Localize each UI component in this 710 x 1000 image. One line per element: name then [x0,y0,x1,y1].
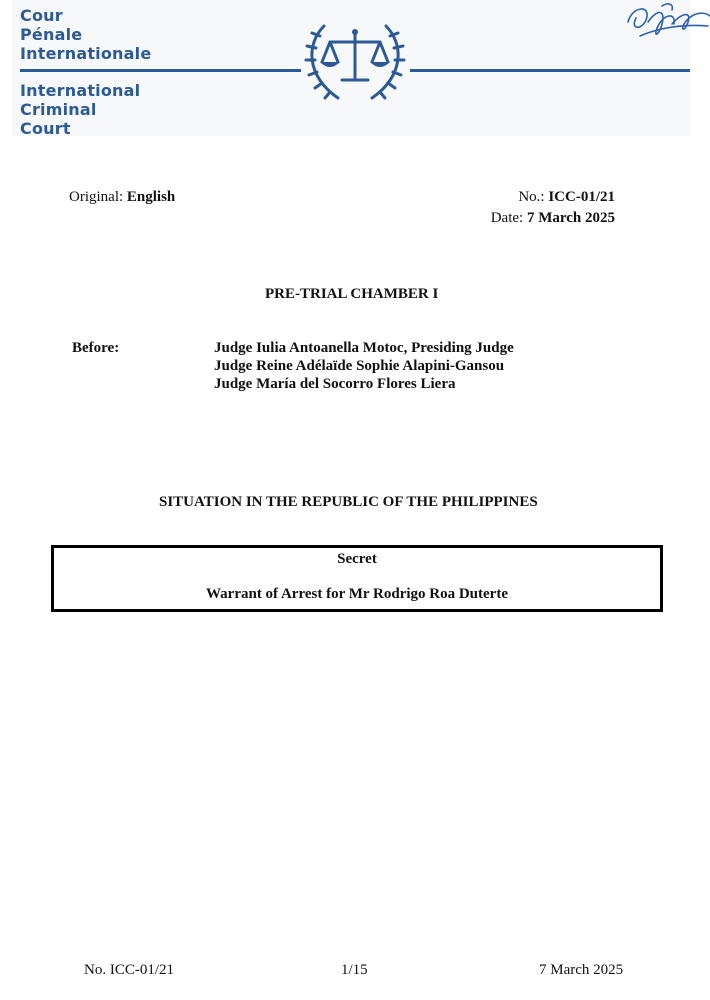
court-name-line: International [20,81,141,100]
original-label: Original: [69,189,124,205]
date-label: Date: [490,210,524,226]
warrant-title: Warrant of Arrest for Mr Rodrigo Roa Duterte [205,586,508,602]
document-date [491,209,615,227]
court-name-line: Court [20,119,71,138]
case-number [518,188,615,206]
original-value: English [126,189,176,205]
footer-date: 7 March 2025 [539,962,624,978]
handwritten-signature-icon [622,0,710,48]
judge-name: Judge Iulia Antoanella Motoc, Presiding Judge [214,340,514,356]
letterhead-divider-left [20,69,301,72]
date-value: 7 March 2025 [526,210,615,226]
judge-name: Judge María del Socorro Flores Liera [214,376,456,392]
scales-of-justice-wreath-icon [302,18,408,104]
document-title-box [51,545,663,612]
court-name-french [20,6,151,63]
case-number-label: No.: [518,189,545,205]
classification-label: Secret [337,551,377,567]
case-number-value: ICC-01/21 [548,189,615,205]
court-name-english [20,81,140,138]
chamber-title: PRE-TRIAL CHAMBER I [265,286,439,302]
footer-page-number: 1/15 [341,962,368,978]
before-label: Before: [72,340,120,356]
letterhead-divider-right [410,69,690,72]
situation-title: SITUATION IN THE REPUBLIC OF THE PHILIPPINES [159,494,538,510]
court-name-line: Pénale [20,25,83,44]
court-name-line: Criminal [20,100,97,119]
original-language [69,188,175,206]
judge-name: Judge Reine Adélaïde Sophie Alapini-Gansou [214,358,505,374]
footer-case-number: No. ICC-01/21 [84,962,174,978]
court-name-line: Internationale [20,44,152,63]
court-name-line: Cour [20,6,63,25]
